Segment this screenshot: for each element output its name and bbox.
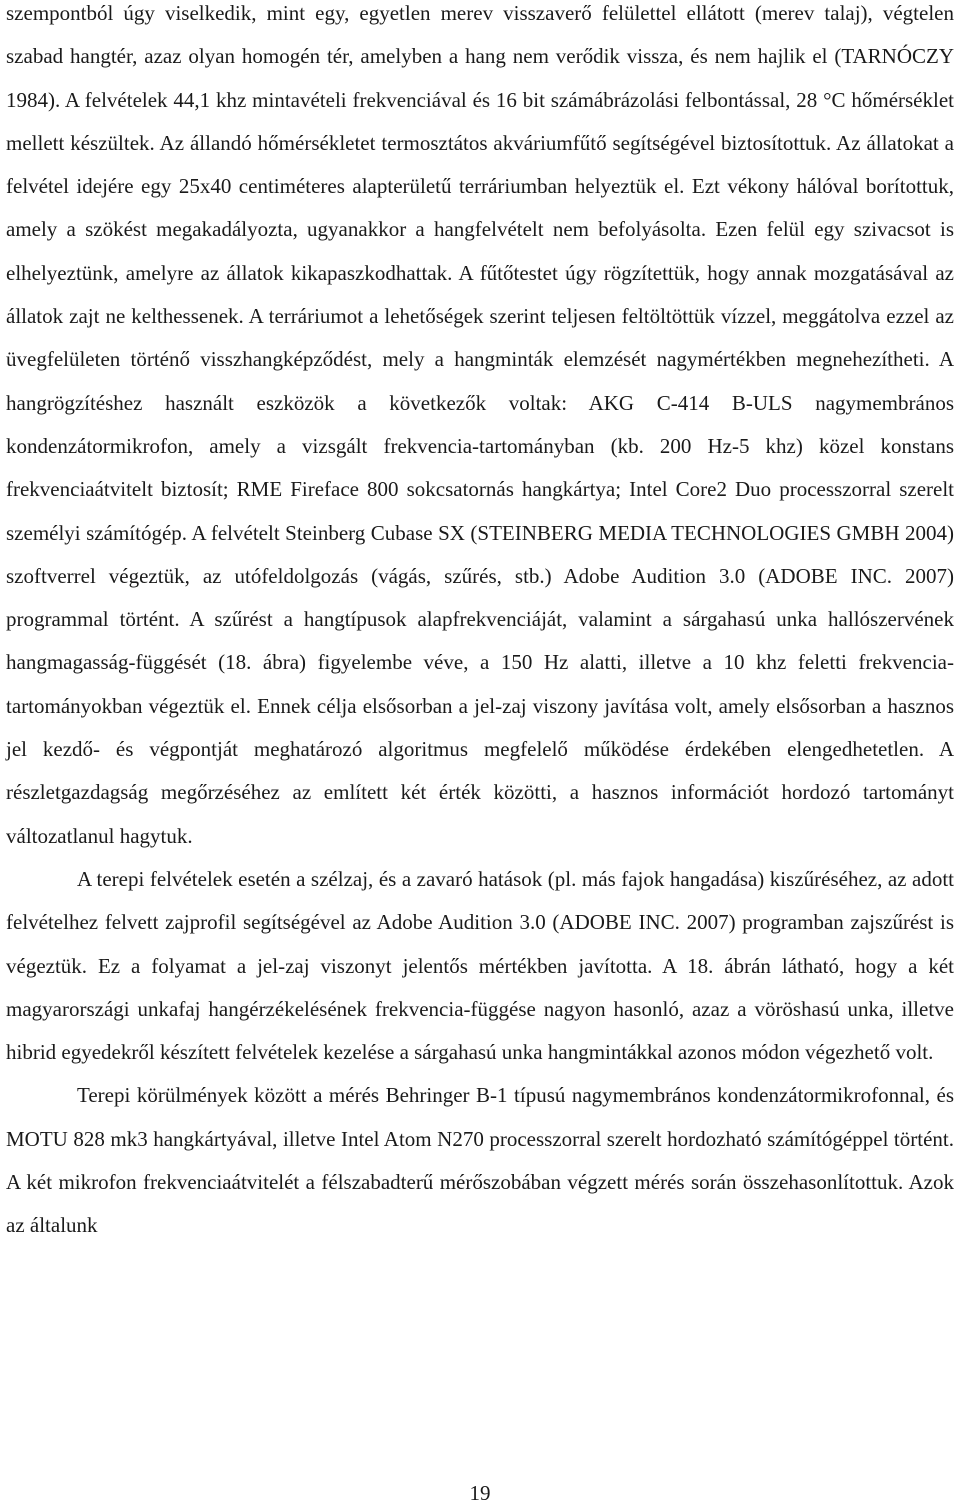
paragraph-field-recording-noise: A terepi felvételek esetén a szélzaj, és a zavaró hatások (pl. más fajok hangadása) kiszűréséhez, az adott felvételhez felvett zajprofil segítségével az Adobe Audition 3.0 (ADOBE INC. 2007) programban zajszűrést is végeztük. Ez a folyamat a jel-zaj viszonyt jelentős mértékben javította. A 18. ábrán látható, hogy a két magyarországi unkafaj hangérzékelésének frekvencia-függése nagyon hasonló, azaz a vöröshasú unka, illetve hibrid egyedekről készített felvételek kezelése a sárgahasú unka hangmintákkal azonos módon végezhető volt. (6, 866, 954, 1065)
paragraph-field-conditions: Terepi körülmények között a mérés Behringer B-1 típusú nagymembrános kondenzátormikrofonnal, és MOTU 828 mk3 hangkártyával, illetve Intel Atom N270 processzorral szerelt hordozható számítógéppel történt. A két mikrofon frekvenciaátvitelét a félszabadterű mérőszobában végzett mérés során összehasonlítottuk. Azok az általunk (6, 1083, 954, 1238)
document-body (6, 0, 954, 1248)
page-number: 19 (469, 1481, 491, 1505)
paragraph-recording-setup: szempontból úgy viselkedik, mint egy, egyetlen merev visszaverő felülettel ellátott (merev talaj), végtelen szabad hangtér, azaz olyan homogén tér, amelyben a hang nem verődik vissza, és nem hajlik el (TARNÓCZY 1984). A felvételek 44,1 khz mintavételi frekvenciával és 16 bit számábrázolási felbontással, 28 °C hőmérséklet mellett készültek. Az állandó hőmérsékletet termosztátos akváriumfűtő segítségével biztosítottuk. Az állatokat a felvétel idejére egy 25x40 centiméteres alapterületű terráriumban helyeztük el. Ezt vékony hálóval borítottuk, amely a szökést megakadályozta, ugyanakkor a hangfelvételt nem befolyásolta. Ezen felül egy szivacsot is elhelyeztünk, amelyre az állatok kikapaszkodhattak. A fűtőtestet úgy rögzítettük, hogy annak mozgatásával az állatok zajt ne kelthessenek. A terráriumot a lehetőségek szerint teljesen feltöltöttük vízzel, meggátolva ezzel az üvegfelületen történő visszhangképződést, mely a hangminták elemzését nagymértékben megnehezítheti. A hangrögzítéshez használt eszközök a következők voltak: AKG C-414 B-ULS nagymembrános kondenzátormikrofon, amely a vizsgált frekvencia-tartományban (kb. 200 Hz-5 khz) közel konstans frekvenciaátvitelt biztosít; RME Fireface 800 sokcsatornás hangkártya; Intel Core2 Duo processzorral szerelt személyi számítógép. A felvételt Steinberg Cubase SX (STEINBERG MEDIA TECHNOLOGIES GMBH 2004) szoftverrel végeztük, az utófeldolgozás (vágás, szűrés, stb.) Adobe Audition 3.0 (ADOBE INC. 2007) programmal történt. A szűrést a hangtípusok alapfrekvenciáját, valamint a sárgahasú unka hallószervének hangmagasság-függését (18. ábra) figyelembe véve, a 150 Hz alatti, illetve a 10 khz feletti frekvencia-tartományokban végeztük el. Ennek célja elsősorban a jel-zaj viszony javítása volt, amely elsősorban a hasznos jel kezdő- és végpontját meghatározó algoritmus megfelelő működése érdekében elengedhetetlen. A részletgazdagság megőrzéséhez az említett két érték közötti, a hasznos információt hordozó tartományt változatlanul hagytuk. (6, 1, 954, 848)
